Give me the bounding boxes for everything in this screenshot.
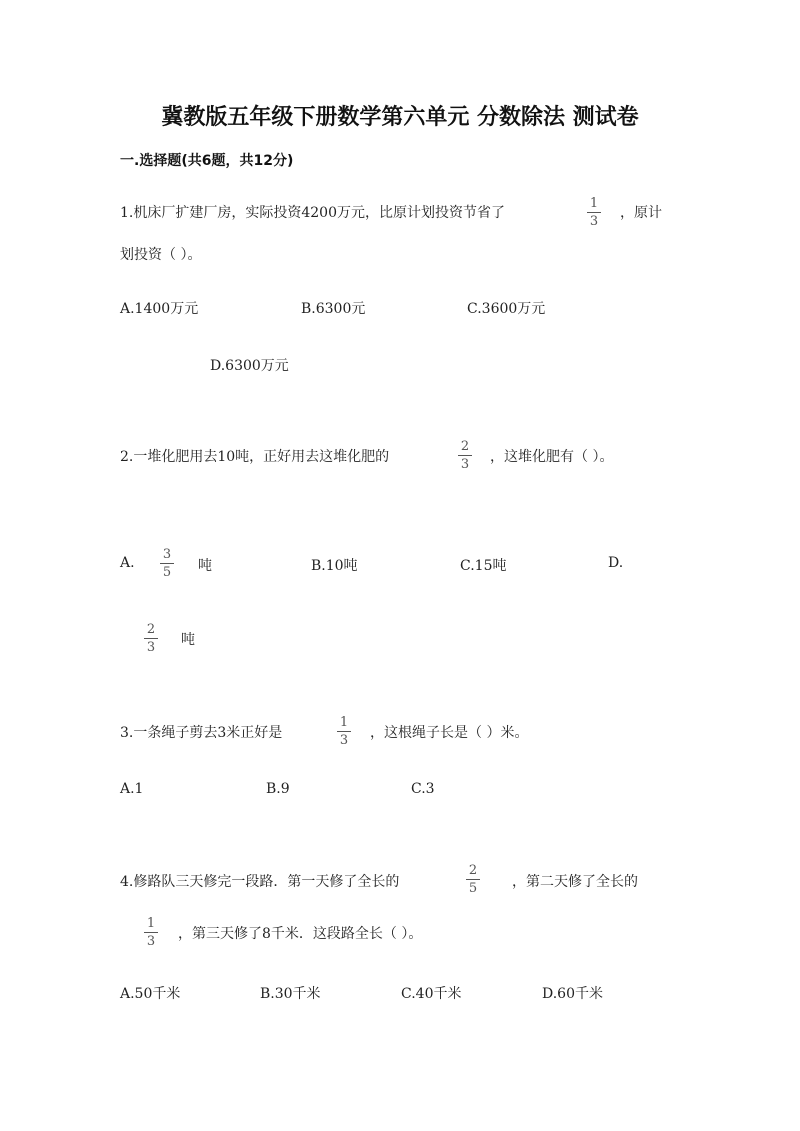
q4-fraction-2-denominator: 3 — [146, 934, 156, 949]
q3-option-a[interactable]: A.1 — [120, 781, 144, 797]
q1-text-line2: 划投资（ ）。 — [120, 247, 202, 263]
fraction-bar — [466, 879, 480, 880]
fraction-bar — [337, 731, 351, 732]
q4-text-line1: 4.修路队三天修完一段路．第一天修了全长的 — [120, 874, 400, 890]
section-heading: 一.选择题(共6题，共12分) — [120, 153, 294, 169]
q1-option-d[interactable]: D.6300万元 — [210, 358, 289, 374]
q4-option-a[interactable]: A.50千米 — [120, 986, 181, 1002]
q2-fraction-denominator: 3 — [460, 457, 470, 472]
q1-option-b[interactable]: B.6300元 — [301, 301, 366, 317]
q2-option-d-numerator: 2 — [146, 622, 156, 637]
q2-option-a-denominator: 5 — [162, 565, 172, 580]
fraction-bar — [587, 212, 601, 213]
q4-text-line2: ，第三天修了8千米．这段路全长（ ）。 — [178, 926, 423, 942]
q4-text-line1-end: ，第二天修了全长的 — [512, 874, 638, 890]
page-title: 冀教版五年级下册数学第六单元 分数除法 测试卷 — [161, 105, 639, 130]
q2-option-a-unit: 吨 — [198, 558, 212, 574]
q2-option-d-denominator: 3 — [146, 640, 156, 655]
q1-option-c[interactable]: C.3600万元 — [467, 301, 546, 317]
q2-option-a-fraction — [160, 547, 174, 580]
fraction-bar — [144, 638, 158, 639]
q1-fraction — [587, 196, 601, 229]
q3-text-before: 3.一条绳子剪去3米正好是 — [120, 725, 283, 741]
q3-option-b[interactable]: B.9 — [266, 781, 290, 797]
q3-option-c[interactable]: C.3 — [411, 781, 435, 797]
q1-option-a[interactable]: A.1400万元 — [120, 301, 199, 317]
q4-option-c[interactable]: C.40千米 — [401, 986, 462, 1002]
q1-text-line1-end: ，原计 — [620, 205, 662, 221]
fraction-bar — [144, 932, 158, 933]
q2-option-a-numerator: 3 — [162, 547, 172, 562]
q4-fraction-2-numerator: 1 — [146, 916, 156, 931]
q2-option-b[interactable]: B.10吨 — [311, 558, 358, 574]
q2-fraction-numerator: 2 — [460, 439, 470, 454]
fraction-bar — [458, 455, 472, 456]
q3-fraction-numerator: 1 — [339, 715, 349, 730]
q2-option-d-unit: 吨 — [181, 632, 195, 648]
q1-text-line1: 1.机床厂扩建厂房，实际投资4200万元，比原计划投资节省了 — [120, 205, 505, 221]
q4-fraction-1-denominator: 5 — [468, 881, 478, 896]
q4-fraction-2 — [144, 916, 158, 949]
q3-text-after: ，这根绳子长是（ ）米。 — [370, 725, 529, 741]
q2-option-d-label[interactable]: D. — [608, 555, 624, 571]
q1-fraction-denominator: 3 — [589, 214, 599, 229]
q2-text-before: 2.一堆化肥用去10吨，正好用去这堆化肥的 — [120, 449, 390, 465]
q4-option-b[interactable]: B.30千米 — [260, 986, 321, 1002]
q1-fraction-numerator: 1 — [589, 196, 599, 211]
q4-option-d[interactable]: D.60千米 — [542, 986, 603, 1002]
q2-option-d-fraction — [144, 622, 158, 655]
q2-text-after: ，这堆化肥有（ ）。 — [490, 449, 614, 465]
q4-fraction-1 — [466, 863, 480, 896]
fraction-bar — [160, 563, 174, 564]
q2-option-a-label[interactable]: A. — [120, 555, 135, 571]
q4-fraction-1-numerator: 2 — [468, 863, 478, 878]
q3-fraction-denominator: 3 — [339, 733, 349, 748]
q3-fraction — [337, 715, 351, 748]
q2-fraction — [458, 439, 472, 472]
q2-option-c[interactable]: C.15吨 — [460, 558, 507, 574]
